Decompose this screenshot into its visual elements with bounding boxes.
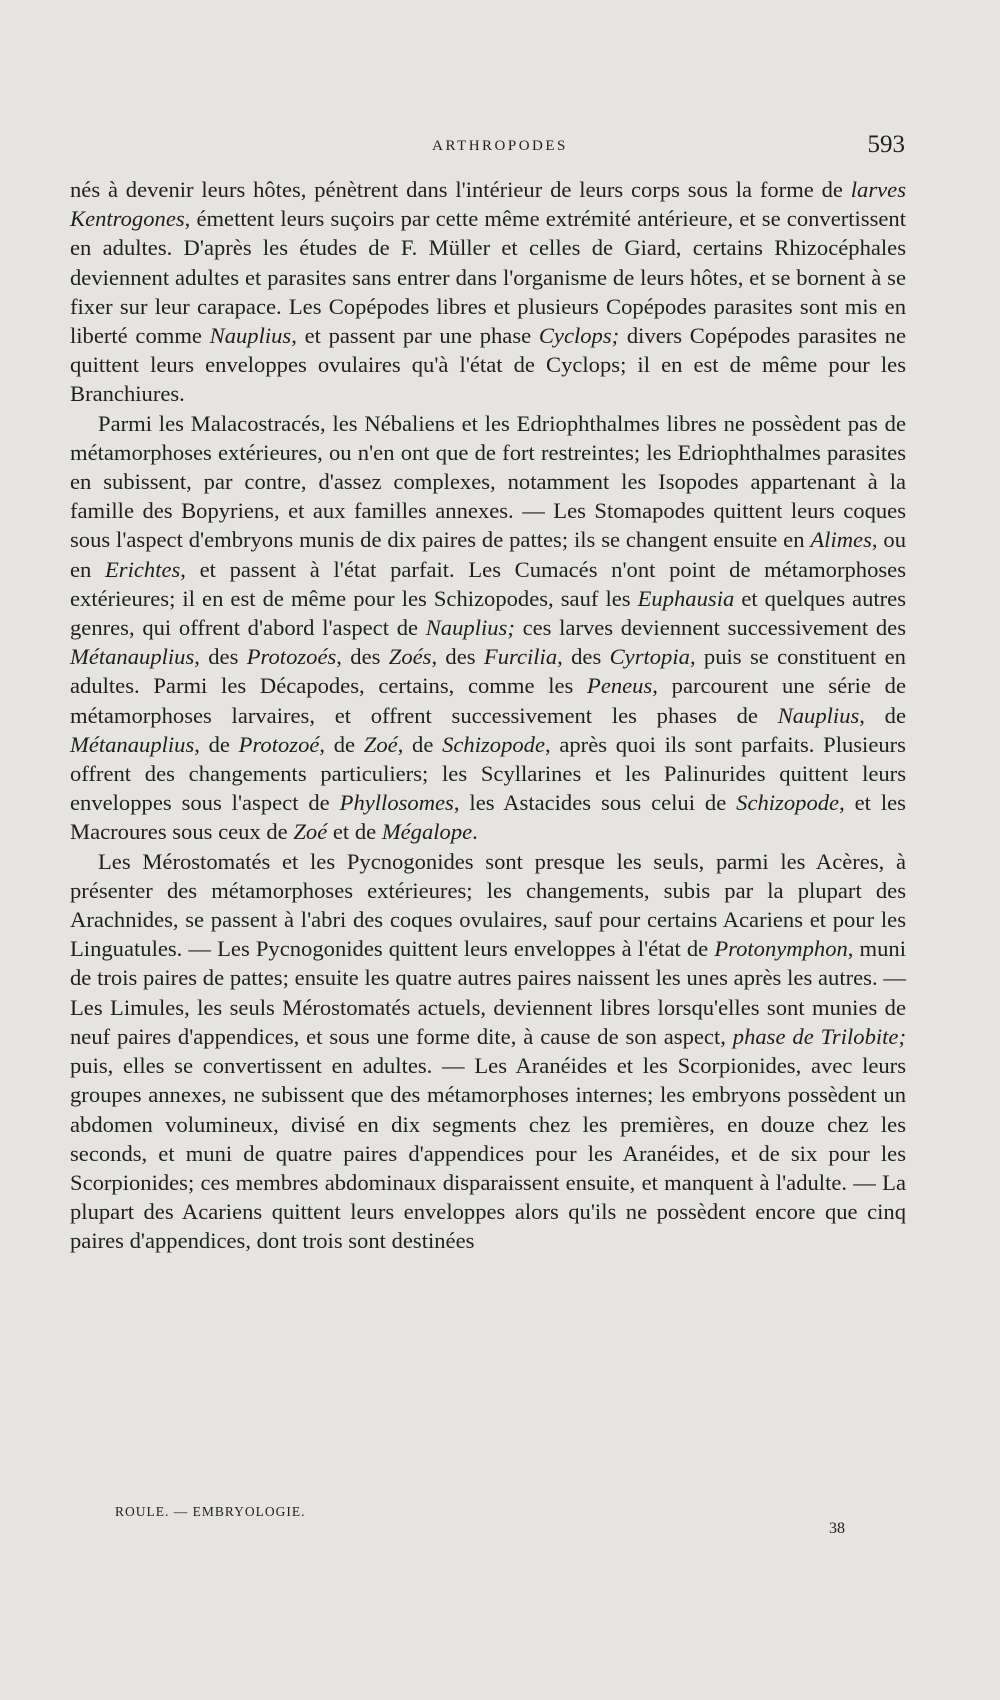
running-title: ARTHROPODES xyxy=(432,138,568,154)
text-run: puis, elles se convertissent en adultes. — Les Aranéides et les Scorpionides, avec leurs groupes annexes, ne subissent que des métamorphoses internes; les embryons possèdent un abdomen volumineux, divisé en dix segments chez les premières, en douze chez les seconds, et muni de quatre paires d'appendices pour les Aranéides, et de six pour les Scorpionides; ces membres abdominaux disparaissent ensuite, et manquent à l'adulte. — La plupart des Acariens quittent leurs enveloppes alors qu'ils ne possèdent encore que cinq paires d'appendices, dont trois sont destinées xyxy=(70,1053,906,1254)
italic-term: phase de Trilobite; xyxy=(732,1023,906,1049)
text-run: , les Astacides sous celui de xyxy=(453,790,737,816)
italic-term: Alimes xyxy=(810,527,872,553)
italic-term: Schizopode xyxy=(442,731,545,757)
paragraph xyxy=(70,847,906,1256)
italic-term: Mégalope xyxy=(381,819,473,845)
text-run: et quelques autres genres, qui offrent d'abord l'aspect de xyxy=(70,585,906,641)
italic-term: Cyrtopia xyxy=(609,644,690,670)
italic-term: Zoés xyxy=(388,644,432,670)
text-run: Les Mérostomatés et les Pycnogonides sont presque les seuls, parmi les Acères, à présenter des métamorphoses extérieures; les changements, subis par la plupart des Arachnides, se passent à l'abri des coques ovulaires, sauf pour certains Acariens et pour les Linguatules. — Les Pycnogonides quittent leurs enveloppes à l'état de xyxy=(70,848,906,962)
text-run: Parmi les Malacostracés, les Nébaliens et les Edriophthalmes libres ne possèdent pas de métamorphoses extérieures, ou n'en ont que de fort restreintes; les Edriophthalmes parasites en subissent, par contre, d'assez complexes, notamment les Isopodes appartenant à la famille des Bopyriens, et aux familles annexes. — Les Stomapodes quittent leurs coques sous l'aspect d'embryons munis de dix paires de pattes; ils se changent ensuite en xyxy=(70,410,906,553)
text-run: , des xyxy=(557,644,610,670)
italic-term: Nauplius xyxy=(777,702,860,728)
text-run: . xyxy=(472,819,478,845)
page-number: 593 xyxy=(867,131,905,158)
italic-term: Schizopode xyxy=(736,790,840,816)
text-run: , des xyxy=(431,644,484,670)
text-run: , parcourent une série de métamorphoses larvaires, et offrent successivement les phases de xyxy=(70,673,907,728)
italic-term: Protozoé xyxy=(238,731,320,757)
text-run: , et passent par une phase xyxy=(291,323,539,349)
paragraph xyxy=(70,409,906,847)
signature-mark: 38 xyxy=(829,1520,845,1537)
text-run: et de xyxy=(327,819,382,845)
italic-term: Cyclops; xyxy=(538,323,620,349)
page-footer xyxy=(115,1502,845,1542)
text-run: , des xyxy=(336,644,389,670)
text-run: , muni de trois paires de pattes; ensuite les quatre autres paires naissent les unes après les autres. — Les Limules, les seuls Mérostomatés actuels, deviennent libres lorsqu'elles sont munies de neuf paires d'appendices, et sous une forme dite, à cause de son aspect, xyxy=(70,936,907,1049)
running-head xyxy=(70,131,930,162)
text-run: , et les Macroures sous ceux de xyxy=(70,790,906,845)
italic-term: larves Kentrogones xyxy=(70,177,906,232)
text-run: , puis se constituent en adultes. Parmi les Décapodes, certains, comme les xyxy=(70,644,906,699)
text-run: , des xyxy=(194,644,247,670)
italic-term: Zoé xyxy=(293,819,328,845)
italic-term: Zoé xyxy=(363,731,398,757)
text-run: , émettent leurs suçoirs par cette même extrémité antérieure, et se convertissent en adultes. D'après les études de F. Müller et celles de Giard, certains Rhizocéphales deviennent adultes et parasites sans entrer dans l'organisme de leurs hôtes, et se bornent à se fixer sur leur carapace. Les Copépodes libres et plusieurs Copépodes parasites sont mis en liberté comme xyxy=(70,206,906,349)
text-run: , de xyxy=(194,731,239,757)
paragraph xyxy=(70,175,906,409)
italic-term: Métanauplius xyxy=(70,644,195,670)
text-run: , et passent à l'état parfait. Les Cumacés n'ont point de métamorphoses extérieures; il en est de même pour les Schizopodes, sauf les xyxy=(70,556,906,611)
text-run: ces larves deviennent successivement des xyxy=(514,615,906,641)
italic-term: Euphausia xyxy=(637,585,735,611)
body-text xyxy=(70,175,906,1256)
italic-term: Nauplius; xyxy=(425,615,515,641)
italic-term: Peneus xyxy=(587,673,653,699)
italic-term: Protozoés xyxy=(246,644,337,670)
text-run: , de xyxy=(397,731,443,757)
text-run: , de xyxy=(859,702,907,728)
italic-term: Phyllosomes xyxy=(339,790,454,816)
text-run: , de xyxy=(319,731,364,757)
italic-term: Nauplius xyxy=(209,323,292,349)
italic-term: Erichtes xyxy=(105,556,181,582)
italic-term: Protonymphon xyxy=(714,936,848,962)
text-run: , après quoi ils sont parfaits. Plusieurs offrent des changements particuliers; les Scyllarines et les Palinurides quittent leurs enveloppes sous l'aspect de xyxy=(70,731,906,816)
text-run: nés à devenir leurs hôtes, pénètrent dans l'intérieur de leurs corps sous la forme de xyxy=(70,177,851,202)
text-run: , ou en xyxy=(70,527,906,582)
italic-term: Métanauplius xyxy=(70,731,195,757)
text-run: divers Copépodes parasites ne quittent leurs enveloppes ovulaires qu'à l'état de Cyclops; il en est de même pour les Branchiures. xyxy=(70,323,906,407)
footer-author-work: ROULE. — EMBRYOLOGIE. xyxy=(115,1504,306,1519)
italic-term: Furcilia xyxy=(483,644,558,670)
